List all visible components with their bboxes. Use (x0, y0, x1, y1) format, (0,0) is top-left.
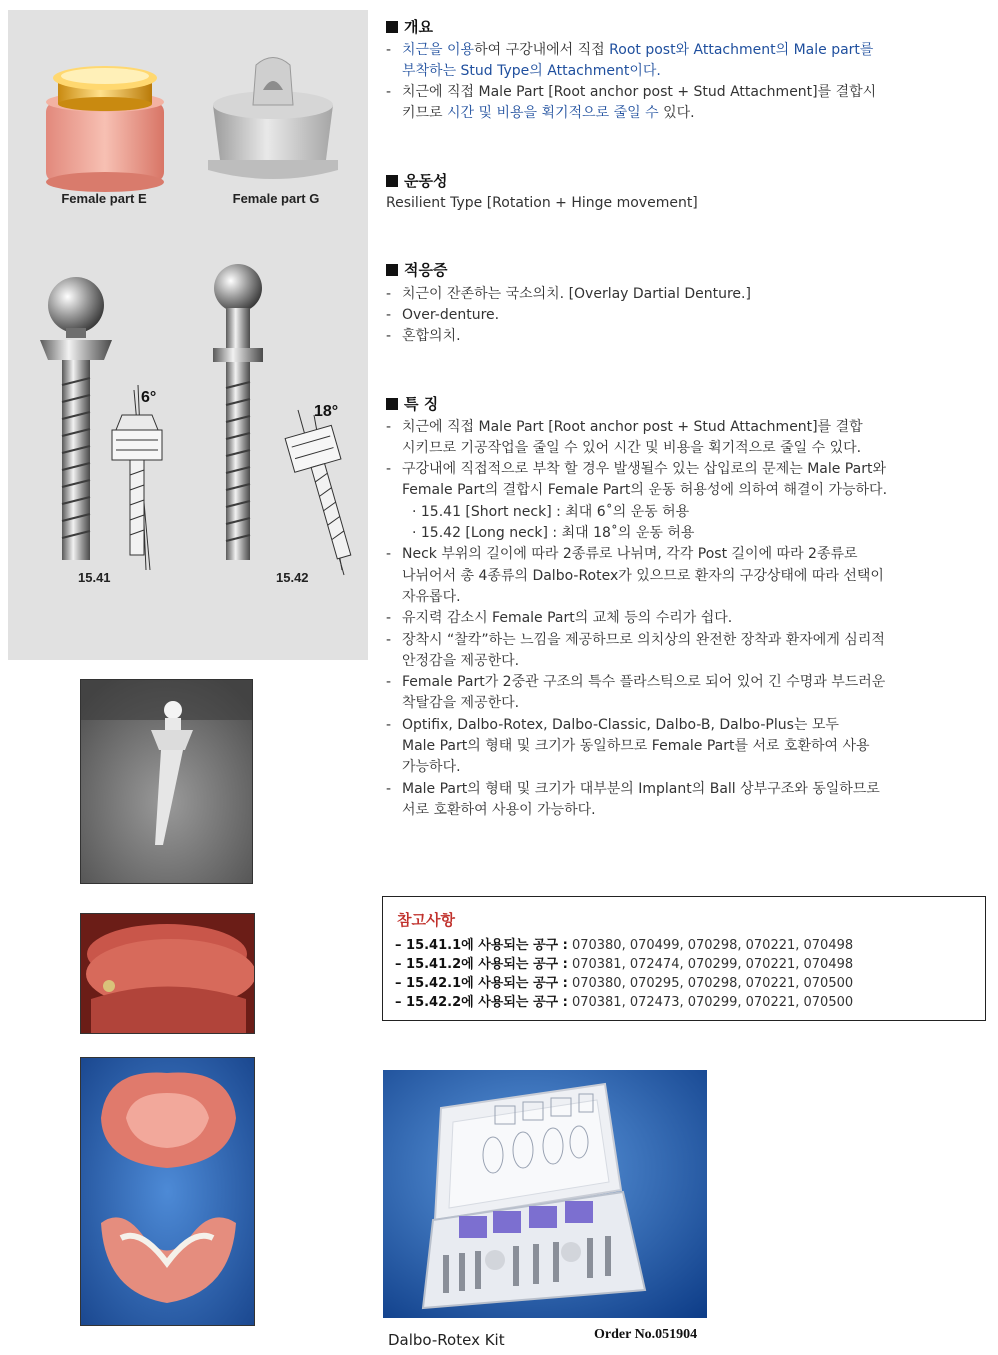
feature-line: 착탈감을 제공한다. (402, 695, 520, 711)
overview-title: 개요 (386, 16, 433, 37)
feature-line: - Optifix, Dalbo-Rotex, Dalbo-Classic, Dalbo-B, Dalbo-Plus는 모두 (386, 717, 839, 733)
female-part-e-image (46, 66, 164, 192)
movement-text: Resilient Type [Rotation + Hinge movement] (386, 195, 698, 211)
order-number: Order No.051904 (594, 1327, 698, 1342)
post-15-41-image (40, 277, 162, 570)
feature-line: Male Part의 형태 및 크기가 동일하므로 Female Part를 서로 호환하여 사용 (402, 738, 870, 754)
post-15-41-caption: 15.41 (78, 570, 111, 585)
feature-line: 시키므로 기공작업을 줄일 수 있어 시간 및 비용을 획기적으로 줄일 수 있다. (402, 440, 862, 456)
reference-row: – 15.42.1에 사용되는 공구 : 070380, 070295, 070298, 070221, 070500 (395, 976, 854, 991)
bullet-square-icon (386, 175, 398, 187)
feature-line: - 유지력 감소시 Female Part의 교체 등의 수리가 쉽다. (386, 610, 733, 626)
feature-line: - Female Part가 2중관 구조의 특수 플라스틱으로 되어 있어 긴 수명과 부드러운 (386, 674, 886, 690)
indication-title: 적응증 (386, 259, 447, 280)
xray-photo (80, 679, 253, 884)
overview-line-3: - 치근에 직접 Male Part [Root anchor post + Stud Attachment]를 결합시 (386, 84, 877, 100)
female-part-e-caption: Female part E (61, 191, 147, 206)
feature-line: - Neck 부위의 길이에 따라 2종류로 나뉘며, 각각 Post 길이에 따라 2종류로 (386, 546, 858, 562)
bullet-square-icon (386, 398, 398, 410)
features-title: 특 징 (386, 393, 438, 414)
feature-line: 안정감을 제공한다. (402, 653, 520, 669)
kit-caption: Dalbo-Rotex Kit (388, 1331, 505, 1349)
bullet-square-icon (386, 21, 398, 33)
product-panel (8, 10, 368, 660)
denture-photo (80, 1057, 255, 1326)
reference-box (382, 896, 986, 1021)
female-part-g-image (208, 58, 338, 180)
dalbo-rotex-kit-photo (383, 1070, 707, 1318)
reference-title: 참고사항 (397, 911, 455, 929)
indication-item-2: - Over-denture. (386, 307, 500, 323)
movement-title: 운동성 (386, 170, 447, 191)
feature-line: · 15.41 [Short neck] : 최대 6˚의 운동 허용 (412, 504, 690, 520)
feature-line: 나뉘어서 총 4종류의 Dalbo-Rotex가 있으므로 환자의 구강상태에 따라 선택이 (402, 568, 884, 584)
reference-row: – 15.41.2에 사용되는 공구 : 070381, 072474, 070299, 070221, 070498 (395, 957, 854, 972)
feature-line: - 구강내에 직접적으로 부착 할 경우 발생될수 있는 삽입로의 문제는 Male Part와 (386, 461, 886, 477)
mouth-photo (80, 913, 255, 1034)
post-15-42-image (213, 264, 367, 575)
angle-18-label: 18° (314, 403, 339, 420)
feature-line: - 장착시 “찰칵”하는 느낌을 제공하므로 의치상의 완전한 장착과 환자에게 심리적 (386, 632, 885, 648)
overview-line-1: - 치근을 이용하여 구강내에서 직접 Root post와 Attachment의 Male part를 (386, 42, 874, 58)
reference-row: – 15.41.1에 사용되는 공구 : 070380, 070499, 070298, 070221, 070498 (395, 938, 854, 953)
feature-line: Female Part의 결합시 Female Part의 운동 허용성에 의하여 해결이 가능하다. (402, 482, 888, 498)
feature-line: 서로 호환하여 사용이 가능하다. (402, 802, 596, 818)
indication-item-1: - 치근이 잔존하는 국소의치. [Overlay Dartial Denture.] (386, 286, 751, 302)
post-15-42-caption: 15.42 (276, 570, 309, 585)
feature-line: 가능하다. (402, 759, 461, 775)
overview-line-2: 부착하는 Stud Type의 Attachment이다. (402, 63, 661, 79)
female-part-g-caption: Female part G (232, 191, 320, 206)
indication-item-3: - 혼합의치. (386, 328, 461, 344)
feature-line: - 치근에 직접 Male Part [Root anchor post + Stud Attachment]를 결합 (386, 419, 863, 435)
feature-line: 자유롭다. (402, 589, 461, 605)
overview-line-4: 키므로 시간 및 비용을 획기적으로 줄일 수 있다. (402, 105, 695, 121)
angle-6-label: 6° (141, 389, 157, 406)
bullet-square-icon (386, 264, 398, 276)
feature-line: - Male Part의 형태 및 크기가 대부분의 Implant의 Ball 상부구조와 동일하므로 (386, 781, 880, 797)
feature-line: · 15.42 [Long neck] : 최대 18˚의 운동 허용 (412, 525, 695, 541)
reference-row: – 15.42.2에 사용되는 공구 : 070381, 072473, 070299, 070221, 070500 (395, 995, 854, 1010)
product-illustrations (8, 10, 368, 660)
